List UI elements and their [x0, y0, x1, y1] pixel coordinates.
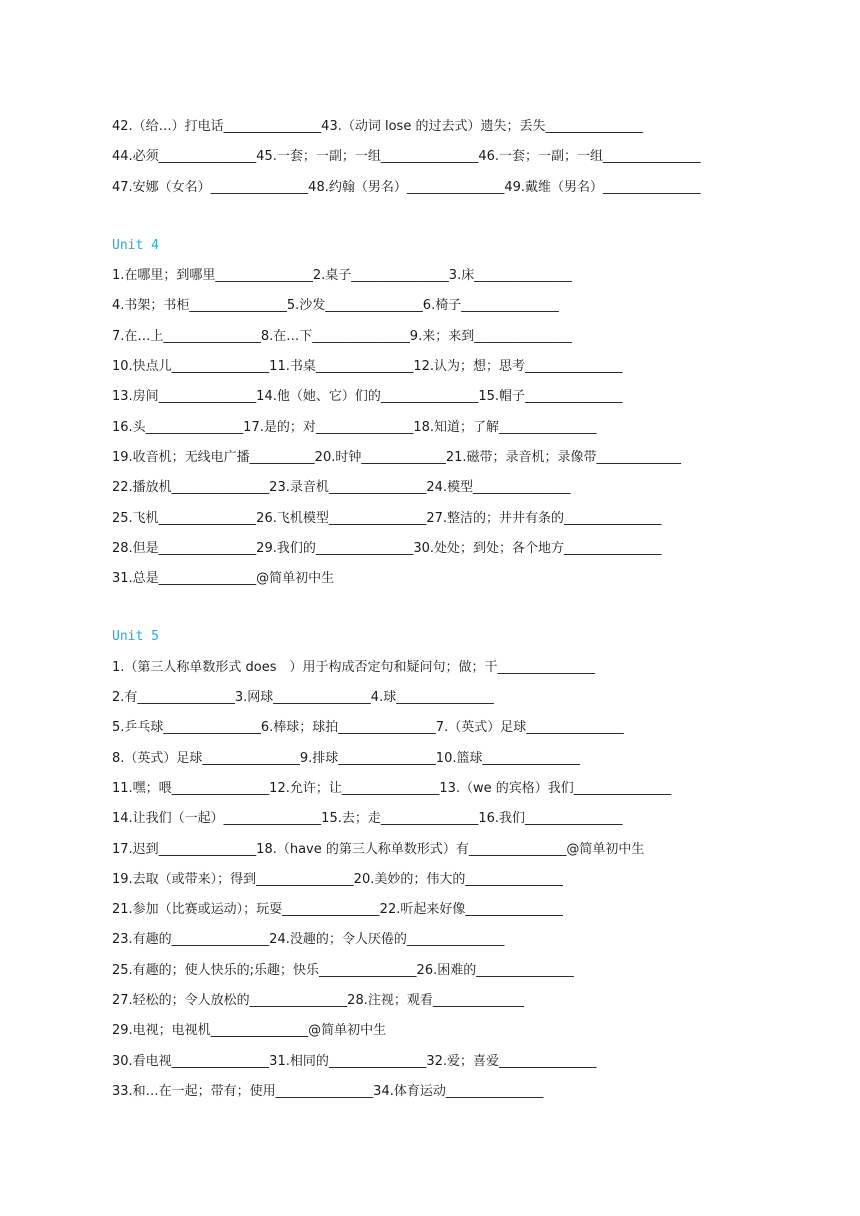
vocab-line: 22.播放机_______________23.录音机_______________24.模型_______________ — [112, 480, 571, 496]
worksheet-page — [112, 112, 812, 1107]
vocab-line: 1.在哪里；到哪里_______________2.桌子_______________3.床_______________ — [112, 268, 572, 284]
vocab-line: 11.嘿；喂_______________12.允许；让_______________13.（we 的宾格）我们_______________ — [112, 780, 672, 796]
vocab-line: 21.参加（比赛或运动）；玩耍_______________22.听起来好像_______________ — [112, 902, 563, 918]
vocab-line: 1.（第三人称单数形式 does ）用于构成否定句和疑问句；做；干_______________ — [112, 659, 596, 675]
vocab-line: 25.有趣的；使人快乐的;乐趣；快乐_______________26.困难的_______________ — [112, 962, 574, 978]
vocab-line: 8.（英式）足球_______________9.排球_______________10.篮球_______________ — [112, 750, 580, 766]
unit-4-title: Unit 4 — [112, 237, 159, 253]
vocab-line: 28.但是_______________29.我们的_______________30.处处；到处；各个地方_______________ — [112, 540, 662, 556]
vocab-line: 31.总是_______________@简单初中生 — [112, 571, 335, 587]
vocab-line: 42.（给…）打电话_______________43.（动词 lose 的过去式）遗失；丢失_______________ — [112, 119, 643, 134]
unit-5-section — [112, 622, 812, 1107]
vocab-line: 4.书架；书柜_______________5.沙发_______________6.椅子_______________ — [112, 298, 559, 314]
vocab-line: 7.在…上_______________8.在…下_______________9.来；来到_______________ — [112, 328, 572, 344]
vocab-line: 23.有趣的_______________24.没趣的；令人厌倦的_______________ — [112, 932, 505, 948]
vocab-line: 30.看电视_______________31.相同的_______________32.爱；喜爱_______________ — [112, 1053, 597, 1069]
vocab-line: 13.房间_______________14.他（她、它）们的_______________15.帽子_______________ — [112, 389, 623, 405]
vocab-line: 19.收音机；无线电广播__________20.时钟_____________21.磁带；录音机；录像带_____________ — [112, 449, 682, 465]
top-section — [112, 112, 812, 203]
vocab-line: 47.安娜（女名）_______________48.约翰（男名）_______________49.戴维（男名）_______________ — [112, 179, 701, 195]
vocab-line: 16.头_______________17.是的；对_______________18.知道；了解_______________ — [112, 419, 597, 435]
vocab-line: 29.电视；电视机_______________@简单初中生 — [112, 1023, 387, 1039]
unit-5-title: Unit 5 — [112, 629, 159, 645]
vocab-line: 17.迟到_______________18.（have 的第三人称单数形式）有_______________@简单初中生 — [112, 841, 645, 857]
vocab-line: 5.乒乓球_______________6.棒球；球拍_______________7.（英式）足球_______________ — [112, 720, 624, 736]
vocab-line: 25.飞机_______________26.飞机模型_______________27.整洁的；井井有条的_______________ — [112, 510, 662, 526]
vocab-line: 44.必须_______________45.一套；一副；一组_______________46.一套；一副；一组_______________ — [112, 149, 701, 165]
unit-4-section — [112, 231, 812, 595]
vocab-line: 2.有_______________3.网球_______________4.球_______________ — [112, 690, 494, 706]
vocab-line: 10.快点儿_______________11.书桌_______________12.认为；想；思考_______________ — [112, 359, 623, 375]
vocab-line: 33.和…在一起；带有；使用_______________34.体育运动_______________ — [112, 1083, 544, 1099]
vocab-line: 14.让我们（一起）_______________15.去；走_______________16.我们_______________ — [112, 811, 623, 827]
vocab-line: 19.去取（或带来）；得到_______________20.美妙的；伟大的_______________ — [112, 871, 563, 887]
vocab-line: 27.轻松的；令人放松的_______________28.注视；观看______________ — [112, 993, 524, 1009]
